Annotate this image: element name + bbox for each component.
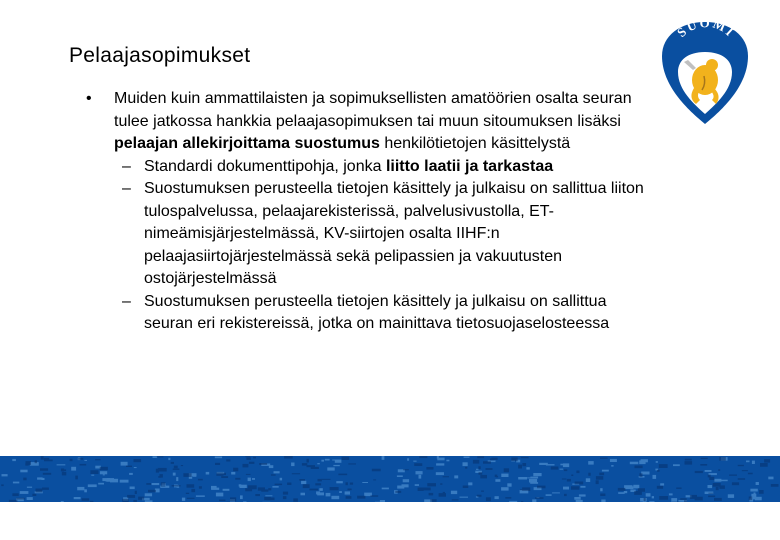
sub-bullet-text-bold: liitto laatii ja tarkastaa [385, 157, 554, 175]
sub-bullet-text-start: Standardi dokumenttipohja, jonka [144, 157, 386, 175]
suomi-logo [660, 18, 750, 128]
slide-title: Pelaajasopimukset [69, 44, 251, 67]
bullet-symbol: • [86, 90, 92, 107]
sub-bullet-text: Suostumuksen perusteella tietojen käsittely ja julkaisu on sallittua seuran eri rekistereissä, jotka on mainittava tietosuojaselosteessa [144, 292, 610, 332]
sub-bullet-item [86, 178, 646, 291]
sub-bullet-item [86, 291, 646, 336]
sub-bullet-item [86, 156, 646, 179]
footer-band [0, 456, 780, 502]
bullet-item [86, 88, 646, 156]
dash-symbol: – [122, 180, 131, 197]
dash-symbol: – [122, 157, 131, 175]
sub-bullet-text: Suostumuksen perusteella tietojen käsittely ja julkaisu on sallittua liiton tulospalvelussa, pelaajarekisterissä, palvelusivustolla, ET-nimeämisjärjestelmässä, KV-siirtojen osalta IIHF:n pelaajasiirtojärjestelmässä sekä pelipassien ja vakuutusten ostojärjestelmässä [144, 180, 644, 287]
logo-text: SUOMI [673, 18, 739, 41]
bullet-text-end: henkilötietojen käsittelystä [379, 135, 571, 152]
bullet-text-bold: pelaajan allekirjoittama suostumus [114, 135, 380, 152]
bullet-text-start: Muiden kuin ammattilaisten ja sopimuksellisten amatöörien osalta seuran tulee jatkossa hankkia pelaajasopimuksen tai muun sitoumuksen lisäksi [114, 90, 632, 130]
slide-content [86, 88, 646, 336]
dash-symbol: – [122, 292, 131, 310]
